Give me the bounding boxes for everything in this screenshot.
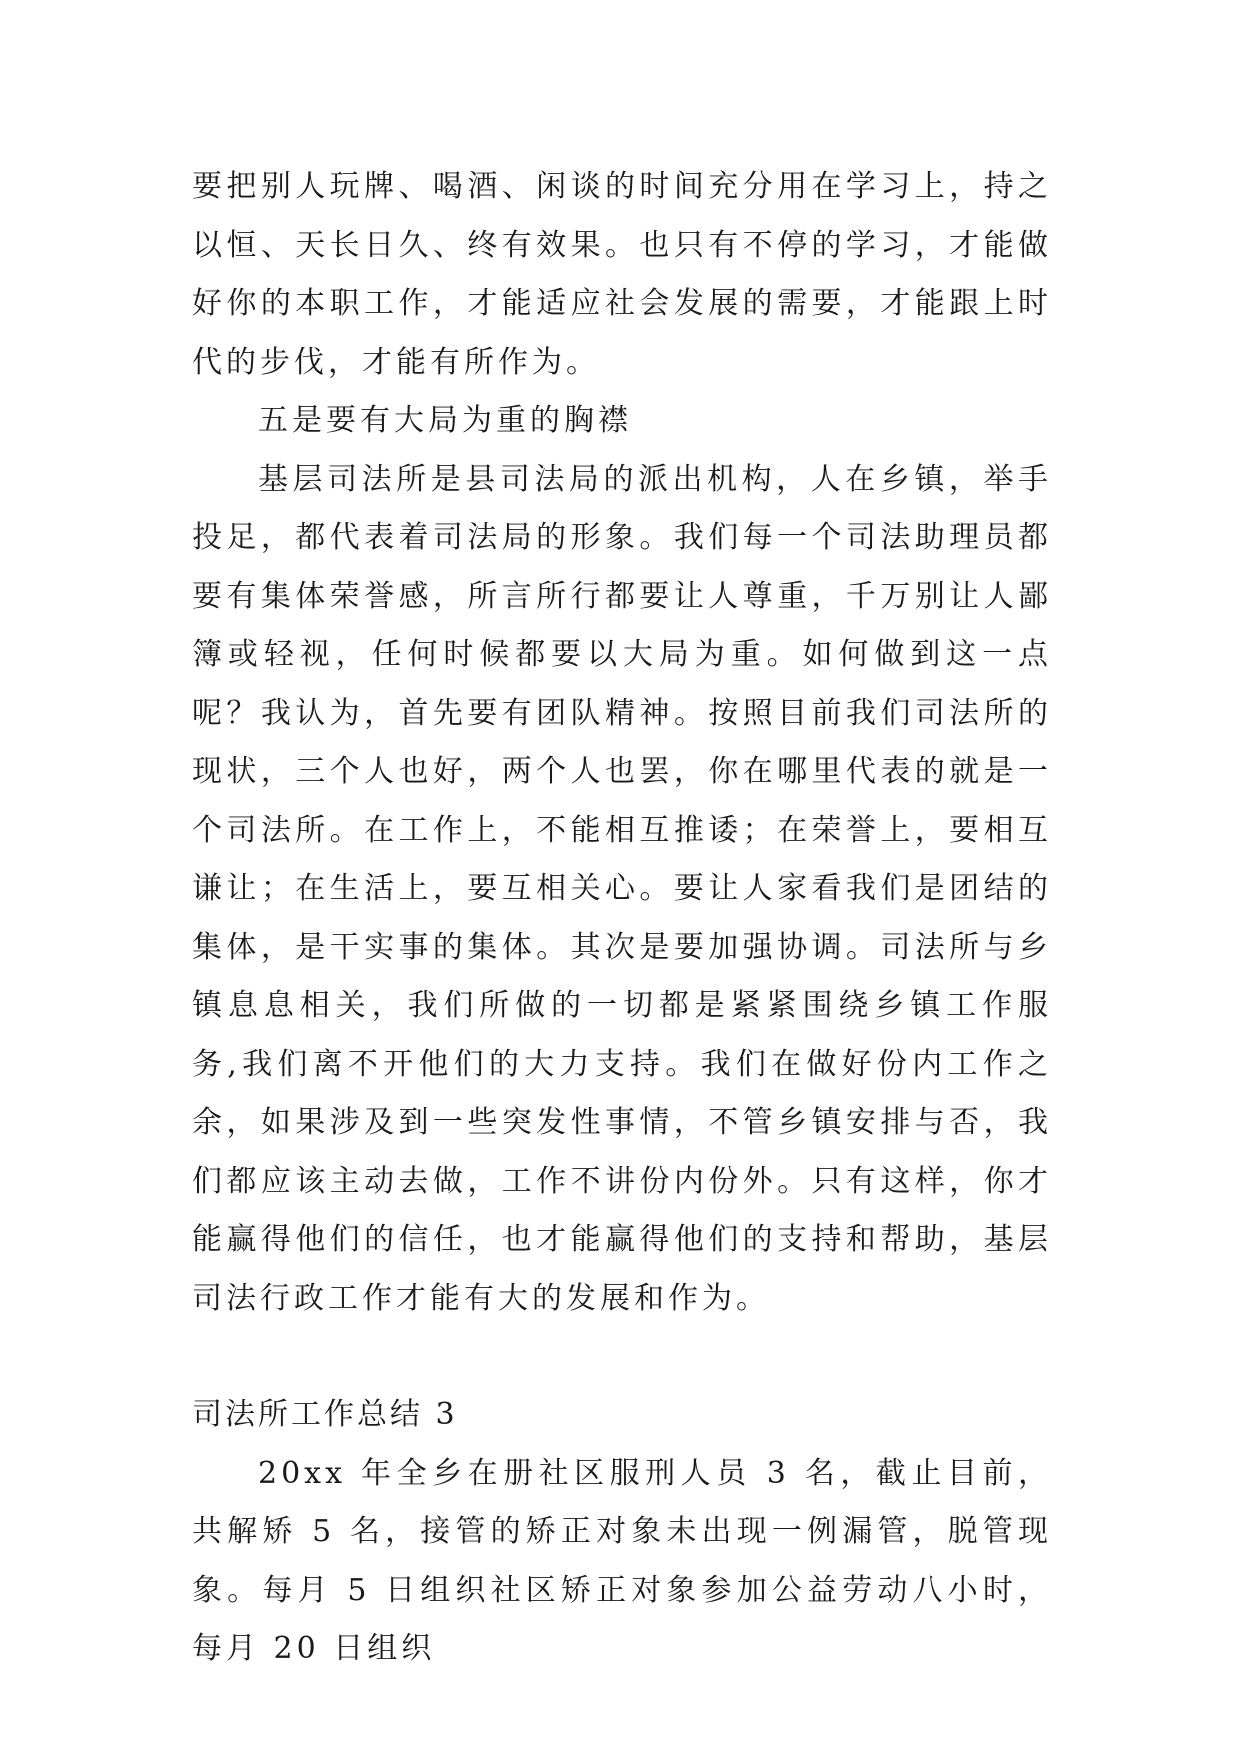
paragraph-continuation: 要把别人玩牌、喝酒、闲谈的时间充分用在学习上，持之以恒、天长日久、终有效果。也只有不停的学习，才能做好你的本职工作，才能适应社会发展的需要，才能跟上时代的步伐，才能有所作为。 [192, 169, 1052, 380]
section-title: 司法所工作总结 3 [192, 1397, 458, 1432]
heading-five: 五是要有大局为重的胸襟 [258, 403, 632, 438]
section-spacer [192, 1328, 1052, 1386]
paragraph-five: 基层司法所是县司法局的派出机构，人在乡镇，举手投足，都代表着司法局的形象。我们每一个司法助理员都要有集体荣誉感，所言所行都要让人尊重，千万别让人鄙簿或轻视，任何时候都要以大局为重。如何做到这一点呢？我认为，首先要有团队精神。按照目前我们司法所的现状，三个人也好，两个人也罢，你在哪里代表的就是一个司法所。在工作上，不能相互推诿；在荣誉上，要相互谦让；在生活上，要互相关心。要让人家看我们是团结的集体，是干实事的集体。其次是要加强协调。司法所与乡镇息息相关，我们所做的一切都是紧紧围绕乡镇工作服务,我们离不开他们的大力支持。我们在做好份内工作之余，如果涉及到一些突发性事情，不管乡镇安排与否，我们都应该主动去做，工作不讲份内份外。只有这样，你才能赢得他们的信任，也才能赢得他们的支持和帮助，基层司法行政工作才能有大的发展和作为。 [192, 461, 1052, 1316]
document-body [192, 158, 1052, 1679]
paragraph-section3: 20xx 年全乡在册社区服刑人员 3 名，截止目前，共解矫 5 名，接管的矫正对象未出现一例漏管，脱管现象。每月 5 日组织社区矫正对象参加公益劳动八小时，每月 20 日组织 [192, 1455, 1052, 1666]
